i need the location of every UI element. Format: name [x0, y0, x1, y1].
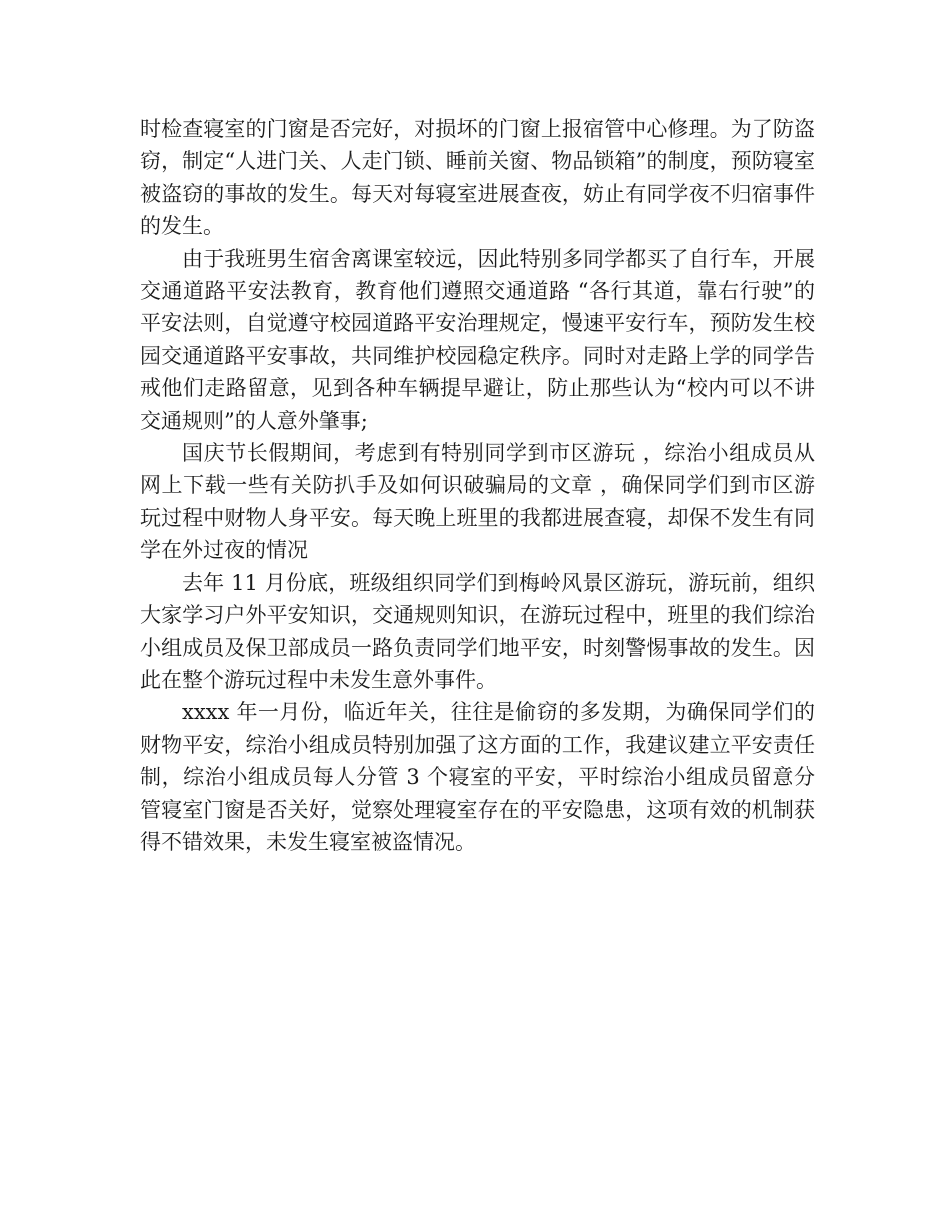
paragraph-2: 由于我班男生宿舍离课室较远，因此特别多同学都买了自行车，开展交通道路平安法教育，教育他们遵照交通道路 “各行其道，靠右行驶”的平安法则，自觉遵守校园道路平安治理规定，慢速平安行车，预防发生校园交通道路平安事故，共同维护校园稳定秩序。同时对走路上学的同学告戒他们走路留意，见到各种车辆提早避让，防止那些认为“校内可以不讲交通规则”的人意外肇事; — [140, 246, 815, 433]
document-body — [140, 113, 815, 858]
paragraph-1: 时检查寝室的门窗是否完好，对损坏的门窗上报宿管中心修理。为了防盗窃，制定“人进门关、人走门锁、睡前关窗、物品锁箱”的制度，预防寝室被盗窃的事故的发生。每天对每寝室进展查夜，妨止有同学夜不归宿事件的发生。 — [140, 117, 815, 239]
paragraph-3: 国庆节长假期间，考虑到有特别同学到市区游玩 ，综治小组成员从网上下载一些有关防扒手及如何识破骗局的文章 ，确保同学们到市区游玩过程中财物人身平安。每天晚上班里的我都进展查寝，却保不发生有同学在外过夜的情况 — [140, 441, 815, 563]
paragraph-5: xxxx 年一月份，临近年关，往往是偷窃的多发期，为确保同学们的财物平安，综治小组成员特别加强了这方面的工作，我建议建立平安责任制，综治小组成员每人分管 3 个寝室的平安，平时综治小组成员留意分管寝室门窗是否关好，觉察处理寝室存在的平安隐患，这项有效的机制获得不错效果，未发生寝室被盗情况。 — [140, 700, 815, 854]
paragraph-4: 去年 11 月份底，班级组织同学们到梅岭风景区游玩，游玩前，组织大家学习户外平安知识，交通规则知识，在游玩过程中，班里的我们综治小组成员及保卫部成员一路负责同学们地平安，时刻警惕事故的发生。因此在整个游玩过程中未发生意外事件。 — [140, 570, 815, 692]
